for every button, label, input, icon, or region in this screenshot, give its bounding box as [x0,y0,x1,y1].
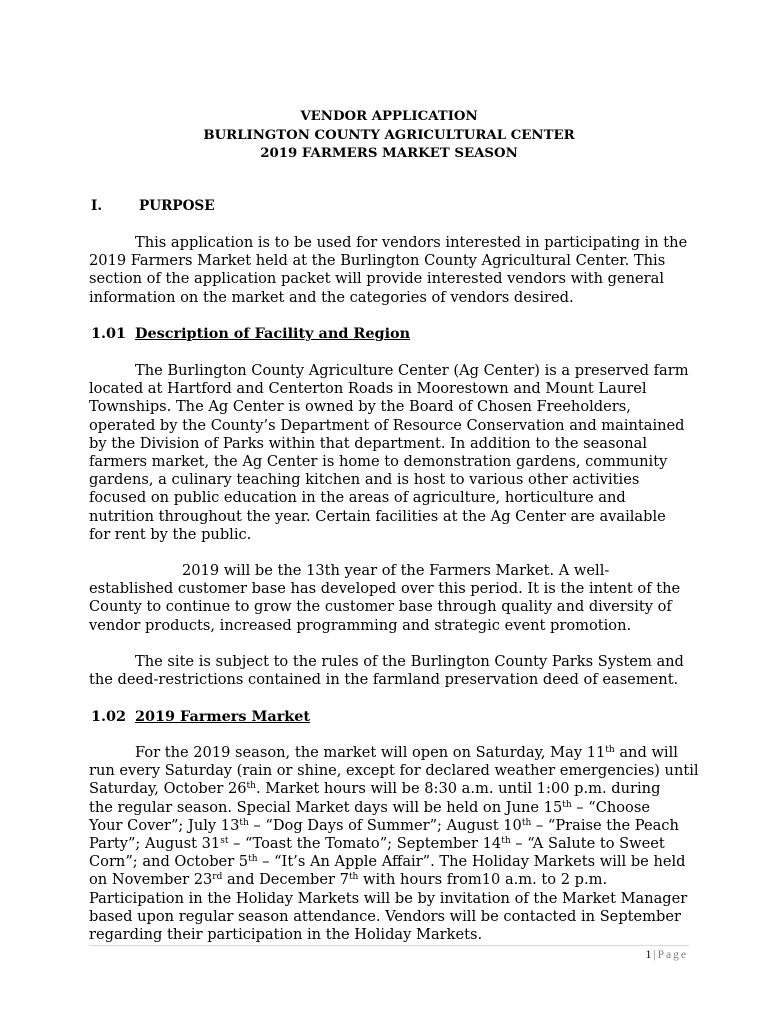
section-heading-purpose [91,198,215,214]
subsection-heading-1-02 [91,708,310,725]
subsection-number: 1.01 [91,325,127,342]
subsection-title: 2019 Farmers Market [135,708,311,725]
paragraph-line: The site is subject to the rules of the Burlington County Parks System and [135,653,684,670]
paragraph-line: County to continue to grow the customer base through quality and diversity of [89,598,672,616]
paragraph-line: Saturday, October 26th. Market hours will be 8:30 a.m. until 1:00 p.m. during [89,780,661,798]
paragraph-line: the regular season. Special Market days will be held on June 15th – “Choose [89,798,650,816]
paragraph-line: 2019 Farmers Market held at the Burlington County Agricultural Center. This [89,252,666,270]
paragraph-line: information on the market and the categories of vendors desired. [89,288,574,306]
footer-divider [89,945,689,946]
paragraph-line: section of the application packet will provide interested vendors with general [89,270,665,288]
paragraph-line: on November 23rd and December 7th with hours from10 a.m. to 2 p.m. [89,871,608,889]
paragraph-line: located at Hartford and Centerton Roads in Moorestown and Mount Laurel [89,380,647,398]
paragraph-line: gardens, a culinary teaching kitchen and is host to various other activities [89,471,640,489]
section-title: PURPOSE [139,198,215,214]
paragraph-line: based upon regular season attendance. Vendors will be contacted in September [89,907,681,925]
purpose-paragraph [89,234,691,307]
paragraph-line: farmers market, the Ag Center is home to demonstration gardens, community [89,453,668,471]
paragraph-line: operated by the County’s Department of Resource Conservation and maintained [89,416,685,434]
page-label: Page [657,949,688,961]
site-paragraph [89,653,691,689]
page-footer [646,949,688,961]
paragraph-line: Party”; August 31st – “Toast the Tomato”; September 14th – “A Salute to Sweet [89,835,665,853]
paragraph-line: 2019 will be the 13th year of the Farmers Market. A well- [182,562,610,579]
subsection-heading-1-01 [91,325,410,342]
paragraph-line: Participation in the Holiday Markets will be by invitation of the Market Manager [89,889,688,907]
year-paragraph [89,562,691,635]
paragraph-line: For the 2019 season, the market will open on Saturday, May 11th and will [135,744,678,761]
paragraph-line: Corn”; and October 5th – “It’s An Apple Affair”. The Holiday Markets will be held [89,853,686,871]
paragraph-line: for rent by the public. [89,525,252,543]
paragraph-line: established customer base has developed over this period. It is the intent of the [89,580,681,598]
subsection-title: Description of Facility and Region [135,325,411,342]
paragraph-line: the deed-restrictions contained in the farmland preservation deed of easement. [89,671,679,689]
paragraph-line: regarding their participation in the Holiday Markets. [89,926,483,944]
paragraph-line: vendor products, increased programming and strategic event promotion. [89,616,632,634]
paragraph-line: run every Saturday (rain or shine, except for declared weather emergencies) until [89,762,699,780]
paragraph-line: focused on public education in the areas of agriculture, horticulture and [89,489,626,507]
title-line-2: BURLINGTON COUNTY AGRICULTURAL CENTER [203,127,575,143]
title-line-3: 2019 FARMERS MARKET SEASON [260,146,518,161]
page-number: 1 [645,949,652,961]
facility-paragraph [89,362,691,544]
paragraph-line: by the Division of Parks within that department. In addition to the seasonal [89,434,648,452]
document-title [89,108,689,164]
paragraph-line: Townships. The Ag Center is owned by the Board of Chosen Freeholders, [89,398,631,416]
paragraph-line: Your Cover”; July 13th – “Dog Days of Summer”; August 10th – “Praise the Peach [89,816,679,834]
subsection-number: 1.02 [91,708,127,725]
paragraph-line: This application is to be used for vendors interested in participating in the [135,234,688,251]
paragraph-line: The Burlington County Agriculture Center (Ag Center) is a preserved farm [135,362,689,379]
title-line-1: VENDOR APPLICATION [300,109,478,124]
market-paragraph [89,744,699,944]
footer-separator: | [653,949,656,961]
section-number: I. [91,198,103,214]
paragraph-line: nutrition throughout the year. Certain facilities at the Ag Center are available [89,507,666,525]
